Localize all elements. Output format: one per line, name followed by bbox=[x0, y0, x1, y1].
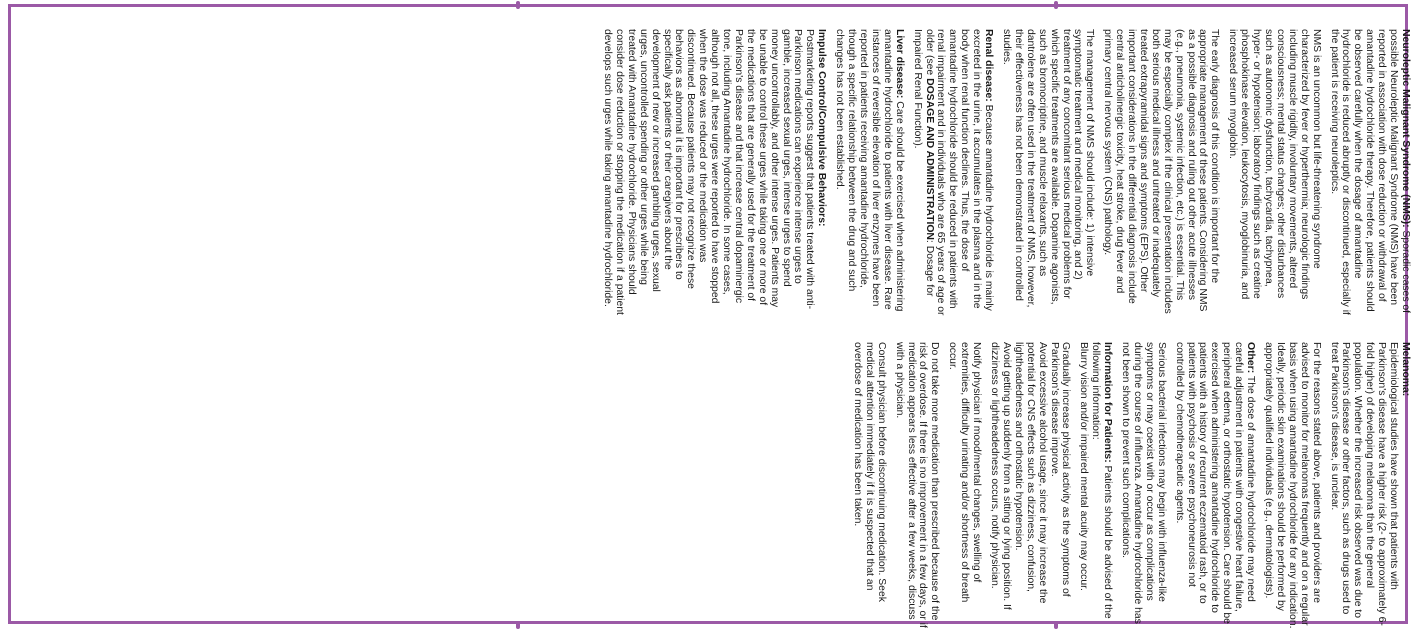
section-heading: Other: bbox=[1245, 342, 1257, 374]
fold-mark-top-right bbox=[1054, 1, 1058, 9]
paragraph bbox=[1077, 342, 1089, 629]
paragraph bbox=[1399, 342, 1411, 629]
paragraph bbox=[1262, 342, 1322, 629]
section-heading: Renal disease: bbox=[983, 29, 995, 102]
paragraph bbox=[911, 29, 994, 316]
cross-reference: DOSAGE AND ADMINISTRATION bbox=[923, 78, 935, 240]
text-column-2 bbox=[41, 342, 1411, 629]
text-column-1 bbox=[41, 29, 1411, 316]
section-heading: Liver disease: bbox=[893, 29, 905, 99]
paragraph bbox=[1012, 342, 1048, 629]
paragraph bbox=[851, 342, 887, 629]
paragraph-text: For the reasons stated above, patients and providers are advised to monitor for melanomas frequently and on a regular basis when using amantadine hydrochloride for any indication. Ideally, periodic skin examinations should be performed by appropriately qualified individuals (e.g., dermatologists). bbox=[1263, 342, 1322, 629]
section-heading: Melanoma: bbox=[1400, 342, 1411, 397]
paragraph bbox=[815, 29, 827, 316]
paragraph bbox=[1119, 342, 1167, 629]
paragraph-text: The dose of amantadine hydrochloride may need careful adjustment in patients with congestive heart failure, peripheral edema, or orthostatic hypotension. Care should be exercised when administering amantadine hydrochloride to patients with a history of recurrent eczematoid rash, or to patients with psychosis or severe psychoneurosis not controlled by chemotherapeutic agents. bbox=[1173, 342, 1257, 624]
paragraph-text: The early diagnosis of this condition is important for the appropriate management of these patients. Considering NMS as a possible diagnosis and ruling out other acute illnesses (e.g., pneumonia, systemic infection, etc.) is essential. This may be especially complex if the clinical presentation includes both serious medical illness and untreated or inadequately treated extrapyramidal signs and symptoms (EPS). Other important considerations in the differential diagnosis include central anticholinergic toxicity, heat stroke, drug fever and primary central nervous system (CNS) pathology. bbox=[1102, 29, 1221, 314]
paragraph-text: Consult physician before discontinuing medication. Seek medical attention immediately if it is suspected that an overdose of medication has been taken. bbox=[851, 342, 887, 602]
paragraph bbox=[946, 342, 982, 629]
paragraph-text: NMS is an uncommon but life-threatening syndrome characterized by fever or hyperthermia; neurologic findings including muscle rigidity, involuntary movements, altered consciousness; mental status changes; other disturbances such as autonomic dysfunction, tachycardia, tachypnea, hyper- or hypotension; laboratory findings such as creatine phosphokinase elevation, leukocytosis, myoglobinuria, and increased serum myoglobin. bbox=[1227, 29, 1322, 300]
paragraph-text: Patients should be advised of the following information: bbox=[1090, 342, 1114, 619]
section-heading: Information for Patients: bbox=[1102, 342, 1114, 463]
paragraph-text: Notify physician if mood/mental changes, swelling of extremities, difficulty urinating and/or shortness of breath occur. bbox=[947, 342, 983, 603]
paragraph bbox=[1173, 342, 1256, 629]
paragraph-text: Postmarketing reports suggest that patients treated with anti-Parkinson medications can experience intense urges to gamble, increased sexual urges, intense urges to spend money uncontrollably, and other intense urges. Patients may be unable to control these urges while taking one or more of the medications that are generally used for the treatment of Parkinson's disease and that increase central dopaminergic tone, including Amantadine hydrochloride. In some cases, although not all, these urges were reported to have stopped when the dose was reduced or the medication was discontinued. Because patients may not recognize these behaviors as abnormal it is important for prescribers to specifically ask patients or their caregivers about the development of new or increased gambling urges, sexual urges, uncontrolled spending or other urges while being treated with Amantadine hydrochloride. Physicians should consider dose reduction or stopping the medication if a patient develops such urges while taking amantadine hydrochloride. bbox=[602, 29, 816, 315]
paragraph bbox=[601, 29, 815, 316]
paragraph bbox=[1089, 342, 1113, 629]
rotated-text-block bbox=[41, 29, 1411, 629]
paragraph bbox=[1328, 342, 1399, 629]
text-columns bbox=[41, 29, 1411, 629]
paragraph-text: Avoid excessive alcohol usage, since it may increase the potential for CNS effects such as dizziness, confusion, lightheadedness and orthostatic hypotension. bbox=[1012, 342, 1048, 604]
paragraph-text: Sporadic cases of possible Neuroleptic Malignant Syndrome (NMS) have been reported in association with dose reduction or withdrawal of amantadine hydrochloride therapy. Therefore, patients should be observed carefully when the dosage of amantadine hydrochloride is reduced abruptly or discontinued, especially if the patient is receiving neuroleptics. bbox=[1328, 29, 1411, 315]
paragraph bbox=[893, 342, 941, 629]
paragraph-text: Blurry vision and/or impaired mental acuity may occur. bbox=[1078, 342, 1090, 591]
paragraph-text: Do not take more medication than prescribed because of the risk of overdose. If there is no improvement in a few days, or if medication appears less effective after a few weeks, discuss with a physician. bbox=[893, 342, 941, 628]
paragraph-text: Gradually increase physical activity as the symptoms of Parkinson's disease improve. bbox=[1048, 342, 1072, 597]
paragraph-text: : Dosage for Impaired Renal Function). bbox=[911, 29, 935, 297]
fold-mark-top-left bbox=[516, 1, 520, 9]
paragraph bbox=[1000, 29, 1095, 316]
paragraph bbox=[1101, 29, 1220, 316]
paragraph bbox=[1048, 342, 1072, 629]
paragraph bbox=[1226, 29, 1321, 316]
section-heading: Neuroleptic Malignant Syndrome (NMS): bbox=[1400, 29, 1411, 228]
section-heading: Impulse Control/Compulsive Behaviors: bbox=[816, 29, 828, 227]
paragraph-text: Because amantadine hydrochloride is mainly excreted in the urine, it accumulates in the plasma and in the body when renal function declines. Thus, the dose of amantadine hydrochloride should be reduced in patients with renal impairment and in individuals who are 65 years of age or older (see bbox=[923, 29, 995, 316]
label-page-frame bbox=[8, 4, 1411, 629]
paragraph-text: Avoid getting up suddenly from a sitting or lying position. If dizziness or lightheadedness occurs, notify physician. bbox=[989, 342, 1012, 610]
paragraph-text: Care should be exercised when administering amantadine hydrochloride to patients with liver disease. Rare instances of reversible elevation of liver enzymes have been reported in patients receiving amantadine hydrochloride, though a specific relationship between the drug and such changes has not been established. bbox=[834, 29, 905, 312]
paragraph bbox=[833, 29, 904, 316]
paragraph bbox=[1328, 29, 1411, 316]
paragraph bbox=[988, 342, 1012, 629]
paragraph-text: Serious bacterial infections may begin with influenza-like symptoms or may coexist with or occur as complications during the course of influenza. Amantadine hydrochloride has not been shown to prevent such complications. bbox=[1120, 342, 1167, 624]
paragraph-text: The management of NMS should include: 1) intensive symptomatic treatment and medical monitoring, and 2) treatment of any concomitant serious medical problems for which specific treatments are available. Dopamine agonists, such as bromocriptine, and muscle relaxants, such as dantrolene are often used in the treatment of NMS, however, their effectiveness has not been demonstrated in controlled studies. bbox=[1001, 29, 1096, 308]
paragraph-text: Epidemiological studies have shown that patients with Parkinson's disease have a higher risk (2- to approximately 6-fold higher) of developing melanoma than the general population. Whether the increased risk observed was due to Parkinson's disease or other factors, such as drugs used to treat Parkinson's disease, is unclear. bbox=[1328, 342, 1400, 626]
